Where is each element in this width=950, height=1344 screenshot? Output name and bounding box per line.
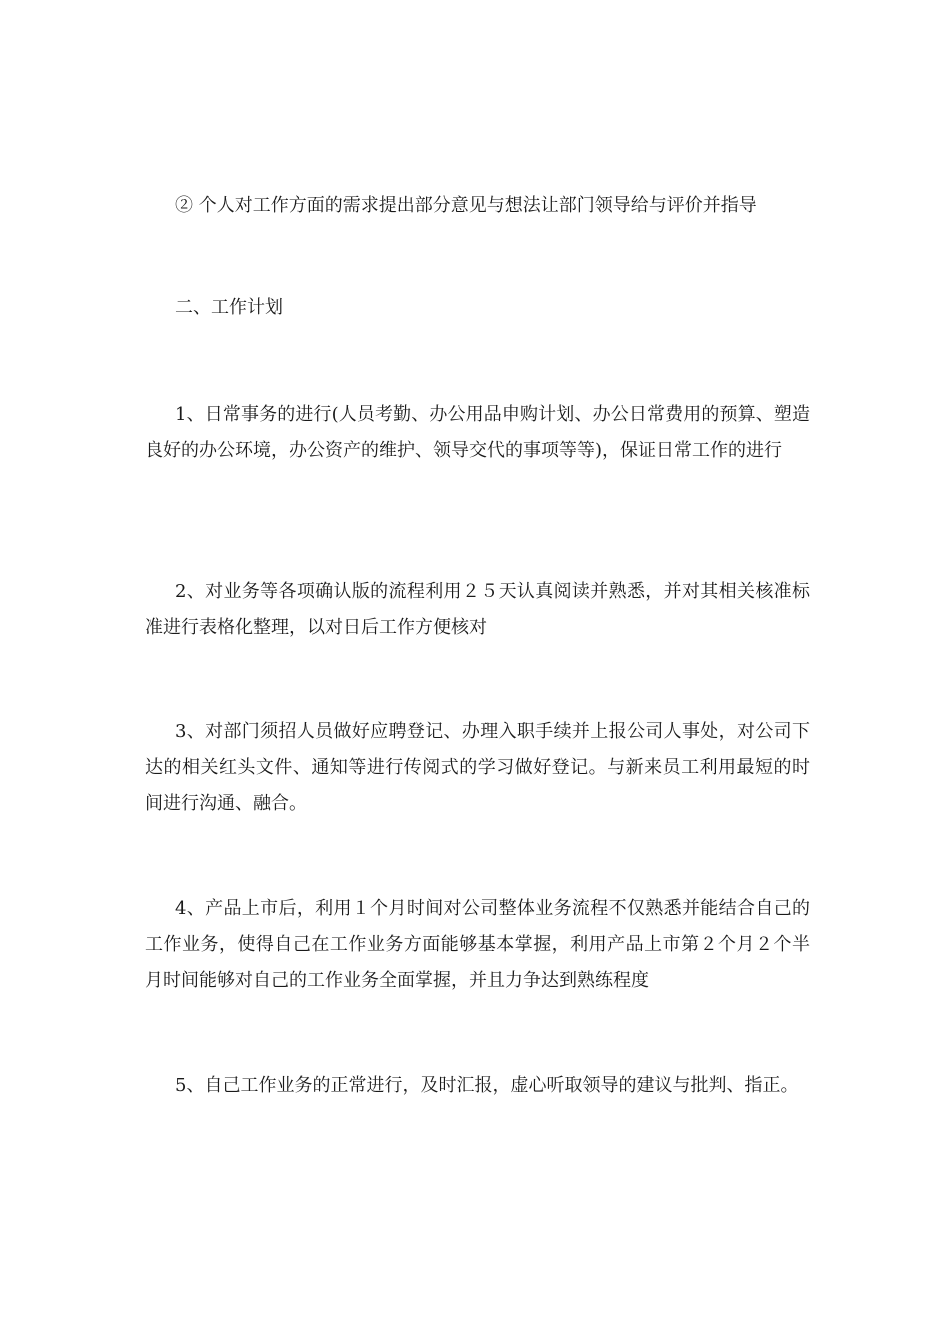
paragraph-plan-item-3: 3、对部门须招人员做好应聘登记、办理入职手续并上报公司人事处，对公司下达的相关红头文件、通知等进行传阅式的学习做好登记。与新来员工利用最短的时间进行沟通、融合。	[145, 721, 810, 814]
section-heading-work-plan: 二、工作计划	[175, 297, 283, 318]
paragraph-plan-item-4: 4、产品上市后，利用１个月时间对公司整体业务流程不仅熟悉并能结合自己的工作业务，使得自己在工作业务方面能够基本掌握，利用产品上市第２个月２个半月时间能够对自己的工作业务全面掌握，并且力争达到熟练程度	[145, 898, 810, 991]
paragraph-personal-needs: ② 个人对工作方面的需求提出部分意见与想法让部门领导给与评价并指导	[175, 195, 757, 216]
paragraph-plan-item-2: 2、对业务等各项确认版的流程利用２５天认真阅读并熟悉，并对其相关核准标准进行表格化整理，以对日后工作方便核对	[145, 581, 810, 638]
paragraph-plan-item-5: 5、自己工作业务的正常进行，及时汇报，虚心听取领导的建议与批判、指正。	[175, 1075, 799, 1096]
paragraph-plan-item-1: 1、日常事务的进行(人员考勤、办公用品申购计划、办公日常费用的预算、塑造良好的办公环境，办公资产的维护、领导交代的事项等等)，保证日常工作的进行	[145, 404, 810, 461]
